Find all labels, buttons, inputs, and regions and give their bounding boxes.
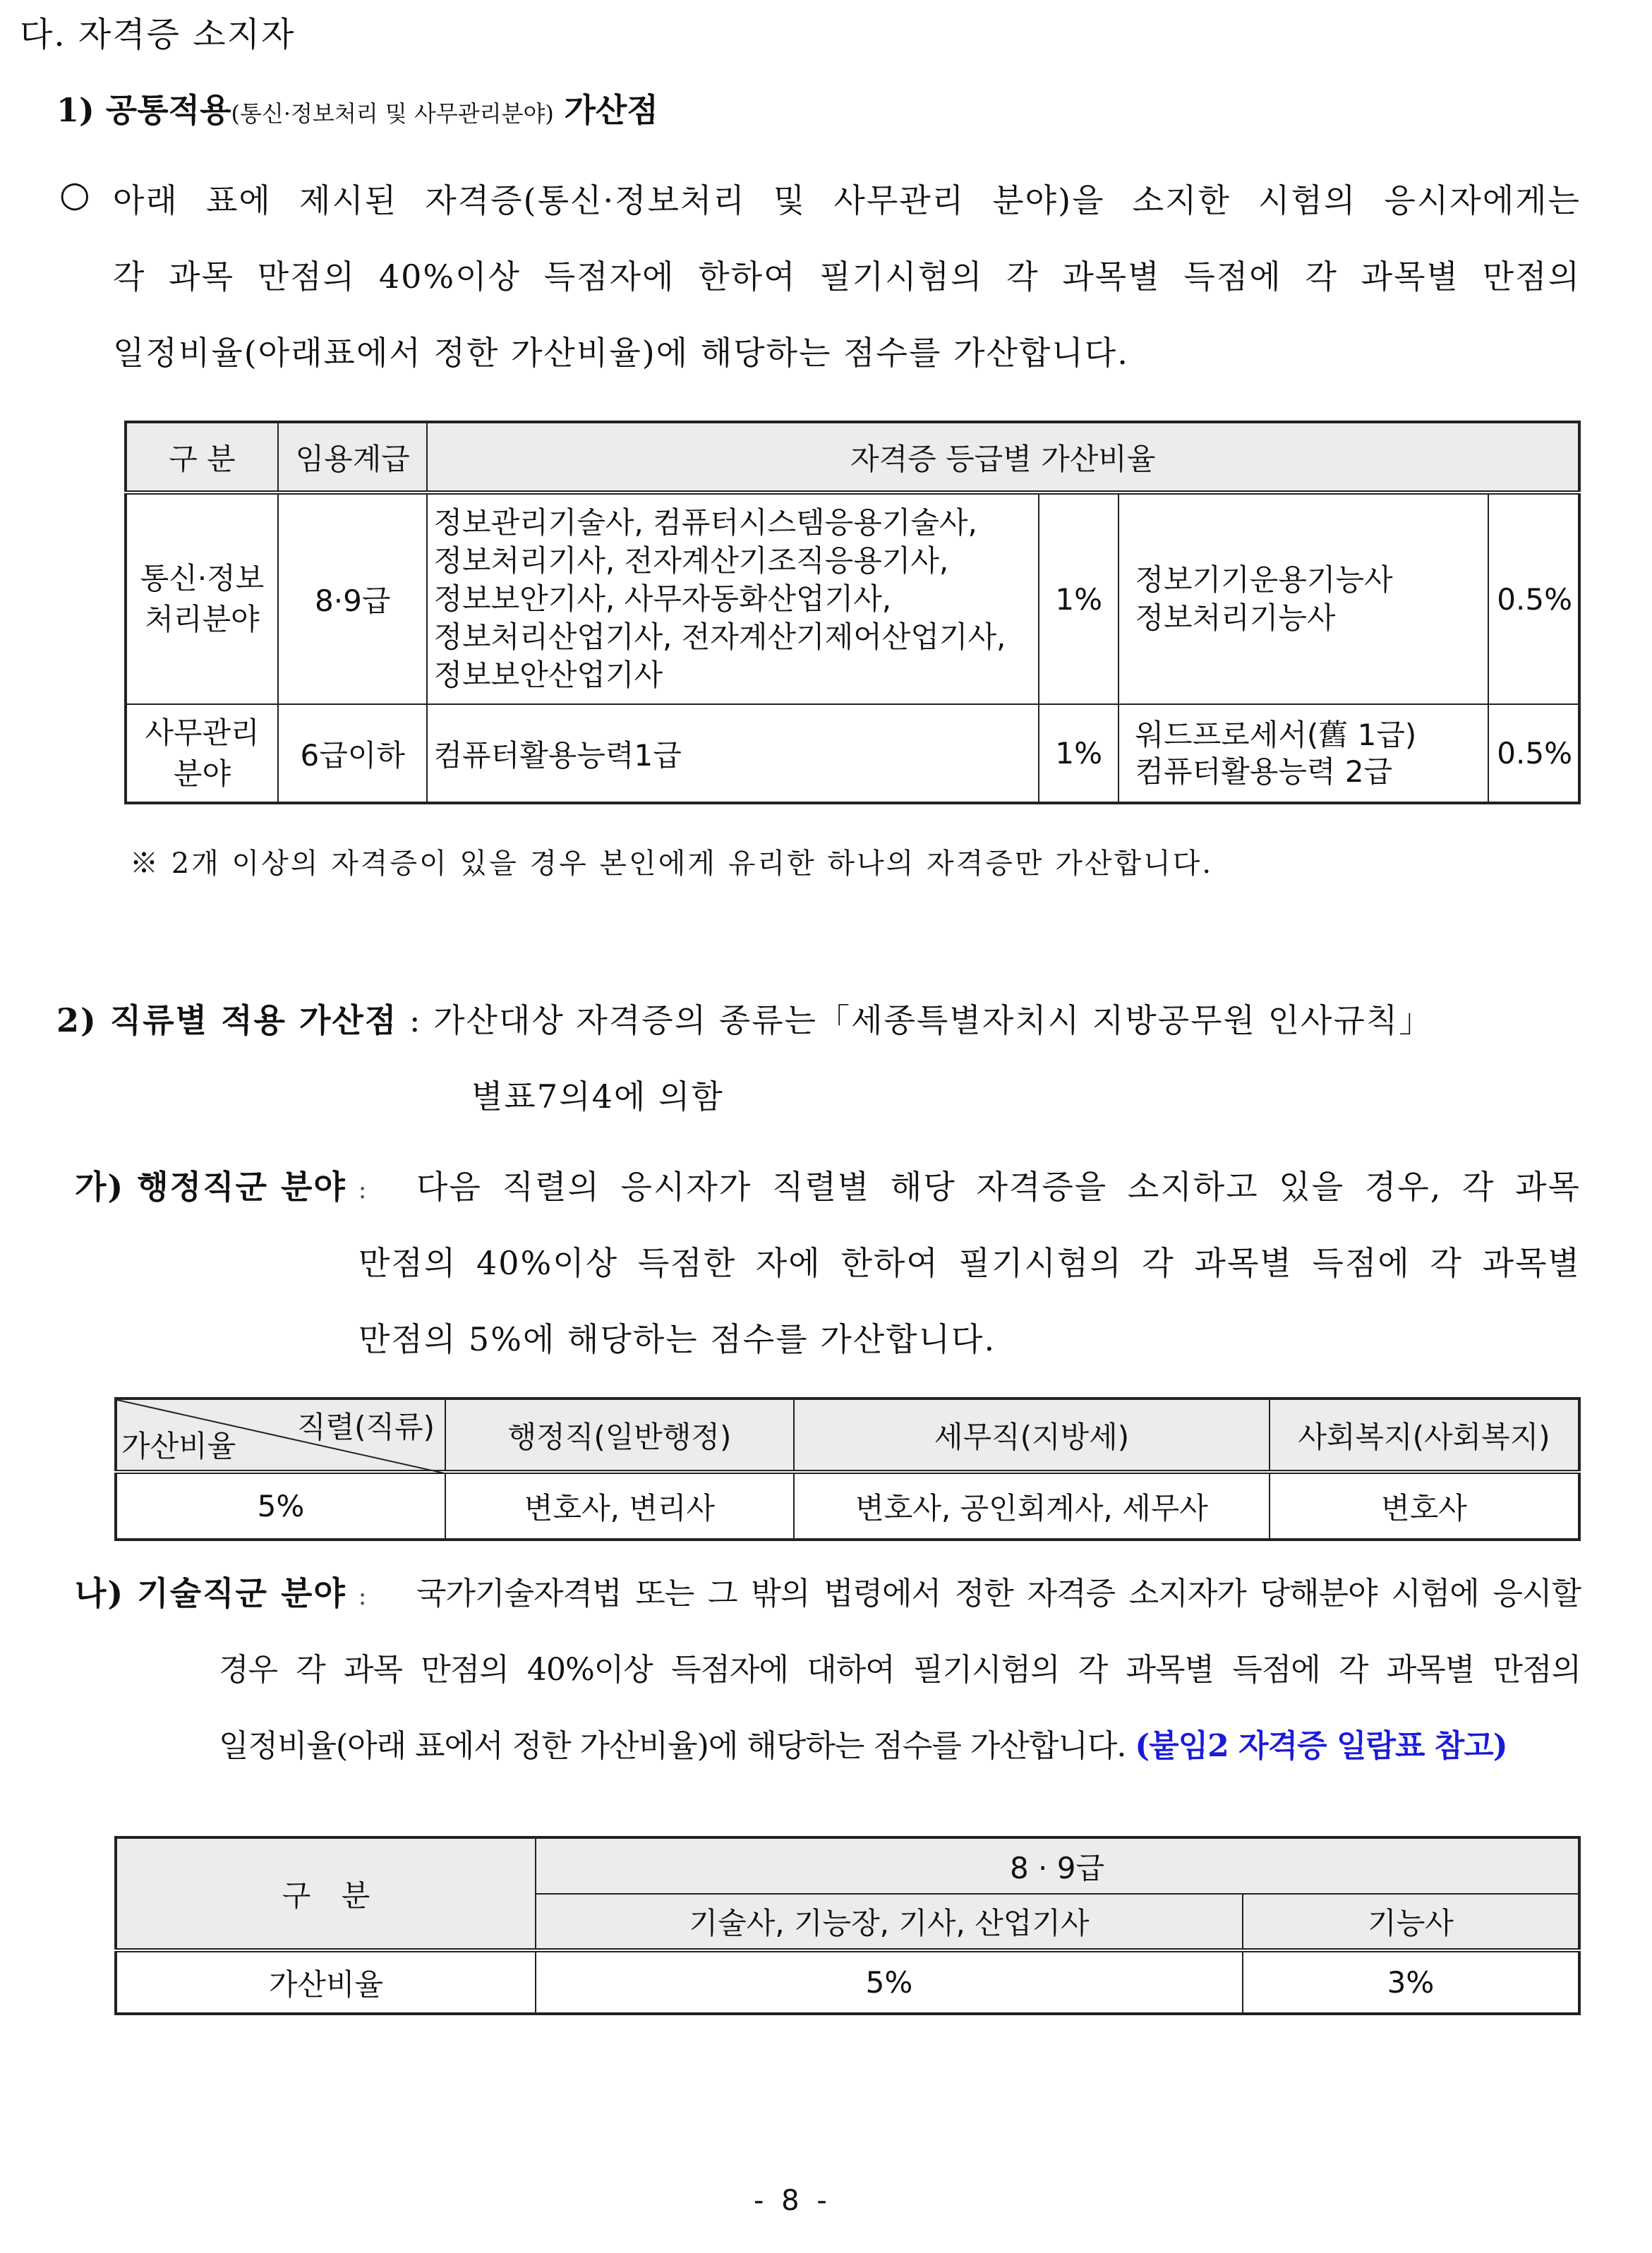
part2-heading-sep: : [409, 1001, 422, 1039]
t1-row1-category: 통신·정보 처리분야 [126, 493, 278, 704]
t1-row1-certs-a: 정보관리기술사, 컴퓨터시스템응용기술사, 정보처리기사, 전자계산기조직응용기사, 정보보안기사, 사무자동화산업기사, 정보처리산업기사, 전자계산기제어산업기사, 정보보안산업기사 [427, 493, 1039, 704]
t1-row2-rate-b: 0.5% [1488, 704, 1579, 803]
part-na-line3-wrap [219, 1720, 1507, 1765]
page-number: - 8 - [754, 2185, 831, 2217]
t1-row2-rate-a: 1% [1039, 704, 1119, 803]
t3-row-label: 가산비율 [116, 1950, 536, 2014]
t2-diagonal-header [116, 1399, 445, 1472]
part-na-line3: 일정비율(아래 표에서 정한 가산비율)에 해당하는 점수를 가산합니다. [219, 1728, 1126, 1764]
t2-val-tax: 변호사, 공인회계사, 세무사 [794, 1472, 1270, 1540]
t3-rate1: 5% [536, 1950, 1243, 2014]
t1-row2-certs-b: 워드프로세서(舊 1급) 컴퓨터활용능력 2급 [1119, 704, 1488, 803]
t3-header-category: 구 분 [116, 1837, 536, 1950]
part-na-line3-ref: (붙임2 자격증 일람표 참고) [1135, 1728, 1507, 1764]
part-ga-line1: 다음 직렬의 응시자가 직렬별 해당 자격증을 소지하고 있을 경우, 각 과목 [416, 1168, 1581, 1206]
part-ga-line2: 만점의 40%이상 득점한 자에 한하여 필기시험의 각 과목별 득점에 각 과목별 [358, 1244, 1581, 1282]
t1-row1-rate-a: 1% [1039, 493, 1119, 704]
t2-col-welfare: 사회복지(사회복지) [1270, 1399, 1579, 1472]
t2-diag-bottom: 가산비율 [121, 1429, 236, 1463]
part1-heading-main: 1) 공통적용 [56, 91, 231, 129]
part2-line1: 가산대상 자격증의 종류는「세종특별자치시 지방공무원 인사규칙」 [433, 1001, 1433, 1039]
part1-heading-tail: 가산점 [564, 91, 658, 129]
t2-val-admin: 변호사, 변리사 [445, 1472, 794, 1540]
part1-para-line2: 각 과목 만점의 40%이상 득점자에 한하여 필기시험의 각 과목별 득점에 각 과목별 만점의 [113, 258, 1581, 296]
t1-row2-category: 사무관리 분야 [126, 704, 278, 803]
cert-table-common [124, 421, 1581, 804]
t3-header-sub1: 기술사, 기능장, 기사, 산업기사 [536, 1894, 1243, 1950]
t2-col-admin: 행정직(일반행정) [445, 1399, 794, 1472]
bullet-mark: ○ [59, 174, 92, 215]
part1-heading-paren: (통신·정보처리 및 사무관리분야) [231, 100, 554, 127]
part2-heading-line1 [56, 995, 1433, 1041]
part1-para-line1: 아래 표에 제시된 자격증(통신·정보처리 및 사무관리 분야)을 소지한 시험의 응시자에게는 [113, 181, 1581, 219]
part-ga-heading: 가) 행정직군 분야 [75, 1168, 346, 1206]
part-na-line1: 국가기술자격법 또는 그 밖의 법령에서 정한 자격증 소지자가 당해분야 시험에 응시할 [416, 1576, 1581, 1612]
t3-rate2: 3% [1243, 1950, 1579, 2014]
part2-heading: 2) 직류별 적용 가산점 [56, 1001, 398, 1039]
t2-diag-top: 직렬(직류) [296, 1410, 435, 1444]
t1-row2-certs-a: 컴퓨터활용능력1급 [427, 704, 1039, 803]
t1-header-rates: 자격증 등급별 가산비율 [427, 422, 1579, 493]
part-na-line2: 경우 각 과목 만점의 40%이상 득점자에 대하여 필기시험의 각 과목별 득점에 각 과목별 만점의 [219, 1652, 1581, 1688]
part2-line2: 별표7의4에 의함 [471, 1077, 724, 1116]
t1-row1-certs-b: 정보기기운용기능사 정보처리기능사 [1119, 493, 1488, 704]
cert-table-tech [114, 1836, 1581, 2015]
part-ga-heading-line [75, 1161, 368, 1208]
part1-note: ※ 2개 이상의 자격증이 있을 경우 본인에게 유리한 하나의 자격증만 가산합니다. [130, 847, 1214, 880]
t1-row1-grade: 8·9급 [278, 493, 428, 704]
part1-para-line3: 일정비율(아래표에서 정한 가산비율)에 해당하는 점수를 가산합니다. [113, 334, 1129, 372]
t1-row2-grade: 6급이하 [278, 704, 428, 803]
part-na-sep: : [358, 1582, 368, 1611]
t3-header-sub2: 기능사 [1243, 1894, 1579, 1950]
part-ga-sep: : [358, 1176, 368, 1204]
t1-header-category: 구 분 [126, 422, 278, 493]
section-title: 다. 자격증 소지자 [20, 15, 296, 54]
part-ga-line3: 만점의 5%에 해당하는 점수를 가산합니다. [358, 1320, 996, 1358]
t1-row1-rate-b: 0.5% [1488, 493, 1579, 704]
t1-header-grade: 임용계급 [278, 422, 428, 493]
cert-table-admin [114, 1397, 1581, 1541]
t2-val-welfare: 변호사 [1270, 1472, 1579, 1540]
t3-header-group: 8 · 9급 [536, 1837, 1579, 1894]
part-na-heading: 나) 기술직군 분야 [75, 1574, 346, 1612]
t2-rate: 5% [116, 1472, 445, 1540]
part-na-heading-line [75, 1568, 368, 1614]
t2-col-tax: 세무직(지방세) [794, 1399, 1270, 1472]
part1-heading [56, 85, 658, 131]
